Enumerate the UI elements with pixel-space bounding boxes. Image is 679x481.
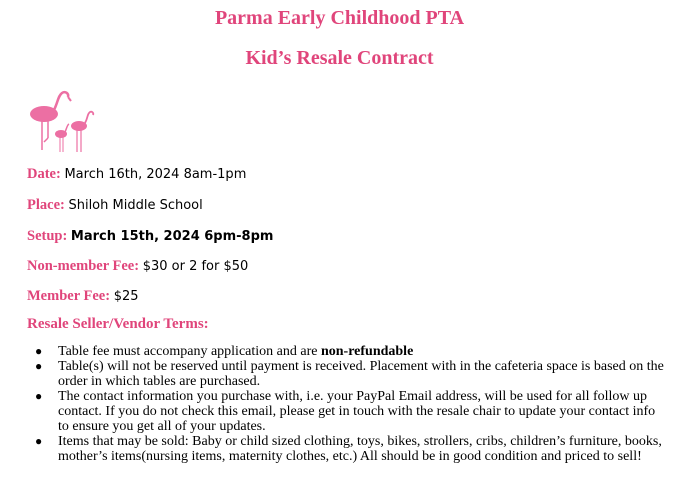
non-refundable-text: non-refundable	[320, 344, 414, 359]
place-field	[27, 197, 203, 214]
list-item	[27, 344, 667, 359]
date-field	[27, 166, 246, 183]
nonmember-fee-value: $30 or 2 for $50	[142, 259, 249, 274]
list-item	[27, 389, 667, 434]
terms-heading: Resale Seller/Vendor Terms:	[27, 316, 209, 332]
list-item	[27, 359, 667, 389]
list-item	[27, 434, 667, 464]
bullet-icon: ●	[35, 344, 43, 358]
nonmember-fee-field	[27, 258, 248, 275]
nonmember-fee-label: Non-member Fee:	[27, 258, 140, 274]
date-value: March 16th, 2024 8am-1pm	[64, 167, 247, 182]
place-label: Place:	[27, 197, 65, 213]
setup-value: March 15th, 2024 6pm-8pm	[70, 229, 274, 244]
bullet-icon: ●	[35, 434, 43, 448]
bullet-icon: ●	[35, 389, 43, 403]
member-fee-value: $25	[113, 289, 139, 304]
term-text: Table(s) will not be reserved until payment is received. Placement with in the cafeteria space is based on the order in which tables are purchased.	[58, 359, 664, 389]
document-title: Parma Early Childhood PTA	[214, 7, 465, 29]
term-text: Table fee must accompany application and are	[58, 344, 321, 359]
date-label: Date:	[27, 166, 61, 182]
setup-label: Setup:	[27, 228, 68, 244]
terms-list	[27, 344, 667, 464]
member-fee-field	[27, 288, 139, 305]
member-fee-label: Member Fee:	[27, 288, 111, 304]
place-value: Shiloh Middle School	[68, 198, 203, 213]
setup-field	[27, 228, 273, 245]
bullet-icon: ●	[35, 359, 43, 373]
term-text: Items that may be sold: Baby or child sized clothing, toys, bikes, strollers, cribs, children’s furniture, books, mother’s items(nursing items, maternity clothes, etc.) All should be in good condition and priced to sell!	[58, 434, 662, 464]
flamingo-icon	[24, 88, 98, 154]
term-text: The contact information you purchase with, i.e. your PayPal Email address, will be used for all follow up contact. If you do not check this email, please get in touch with the resale chair to update your contact info to ensure you get all of your updates.	[58, 389, 656, 434]
document-subtitle: Kid’s Resale Contract	[245, 47, 434, 69]
